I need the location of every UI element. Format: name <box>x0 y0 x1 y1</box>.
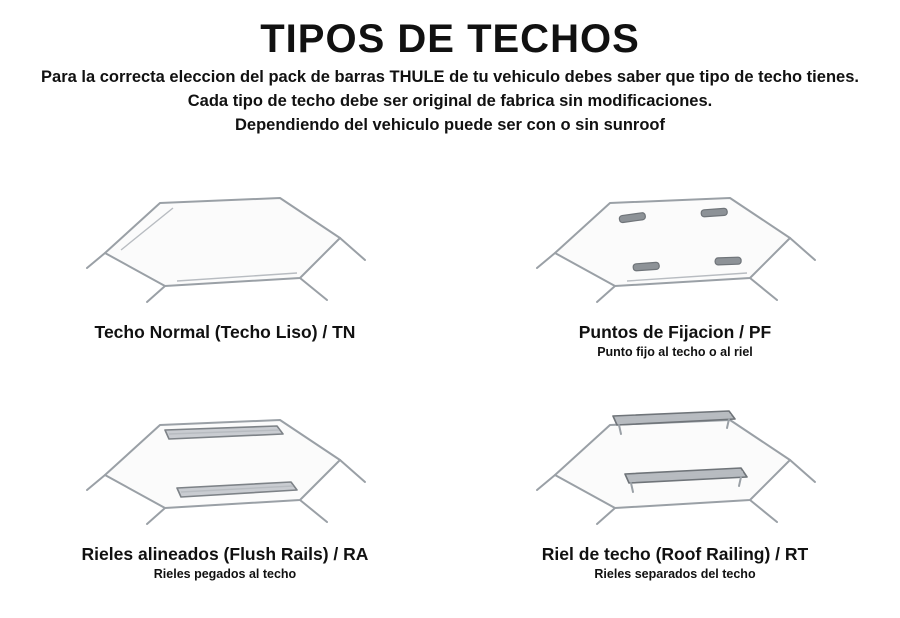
car-roof-flush-rails-icon <box>0 390 450 540</box>
roof-type-caption-pf: Puntos de Fijacion / PF <box>578 322 772 342</box>
roof-type-card-rt <box>450 390 900 605</box>
intro-line-2: Cada tipo de techo debe ser original de fabrica sin modificaciones. <box>187 91 713 110</box>
intro-line-1: Para la correcta eleccion del pack de barras THULE de tu vehiculo debes saber que tipo de techo tienes. <box>41 68 859 86</box>
car-roof-raised-railing-icon <box>450 390 900 540</box>
intro-line-3: Dependiendo del vehiculo puede ser con o sin sunroof <box>235 115 665 134</box>
page-title: TIPOS DE TECHOS <box>260 17 640 61</box>
roof-type-card-tn <box>0 168 450 383</box>
roof-type-caption-ra: Rieles alineados (Flush Rails) / RA <box>81 544 369 564</box>
roof-type-caption-rt: Riel de techo (Roof Railing) / RT <box>541 544 809 564</box>
roof-type-card-ra <box>0 390 450 605</box>
roof-type-card-pf <box>450 168 900 383</box>
roof-type-subcaption-rt: Rieles separados del techo <box>594 567 756 581</box>
intro-text <box>20 66 880 138</box>
roof-types-infographic <box>0 18 900 618</box>
roof-type-caption-tn: Techo Normal (Techo Liso) / TN <box>94 322 356 342</box>
car-roof-fixpoints-icon <box>450 168 900 318</box>
roof-type-subcaption-ra: Rieles pegados al techo <box>153 567 297 581</box>
roof-type-subcaption-pf: Punto fijo al techo o al riel <box>597 345 753 359</box>
roof-type-grid <box>0 168 900 608</box>
car-roof-plain-icon <box>0 168 450 318</box>
